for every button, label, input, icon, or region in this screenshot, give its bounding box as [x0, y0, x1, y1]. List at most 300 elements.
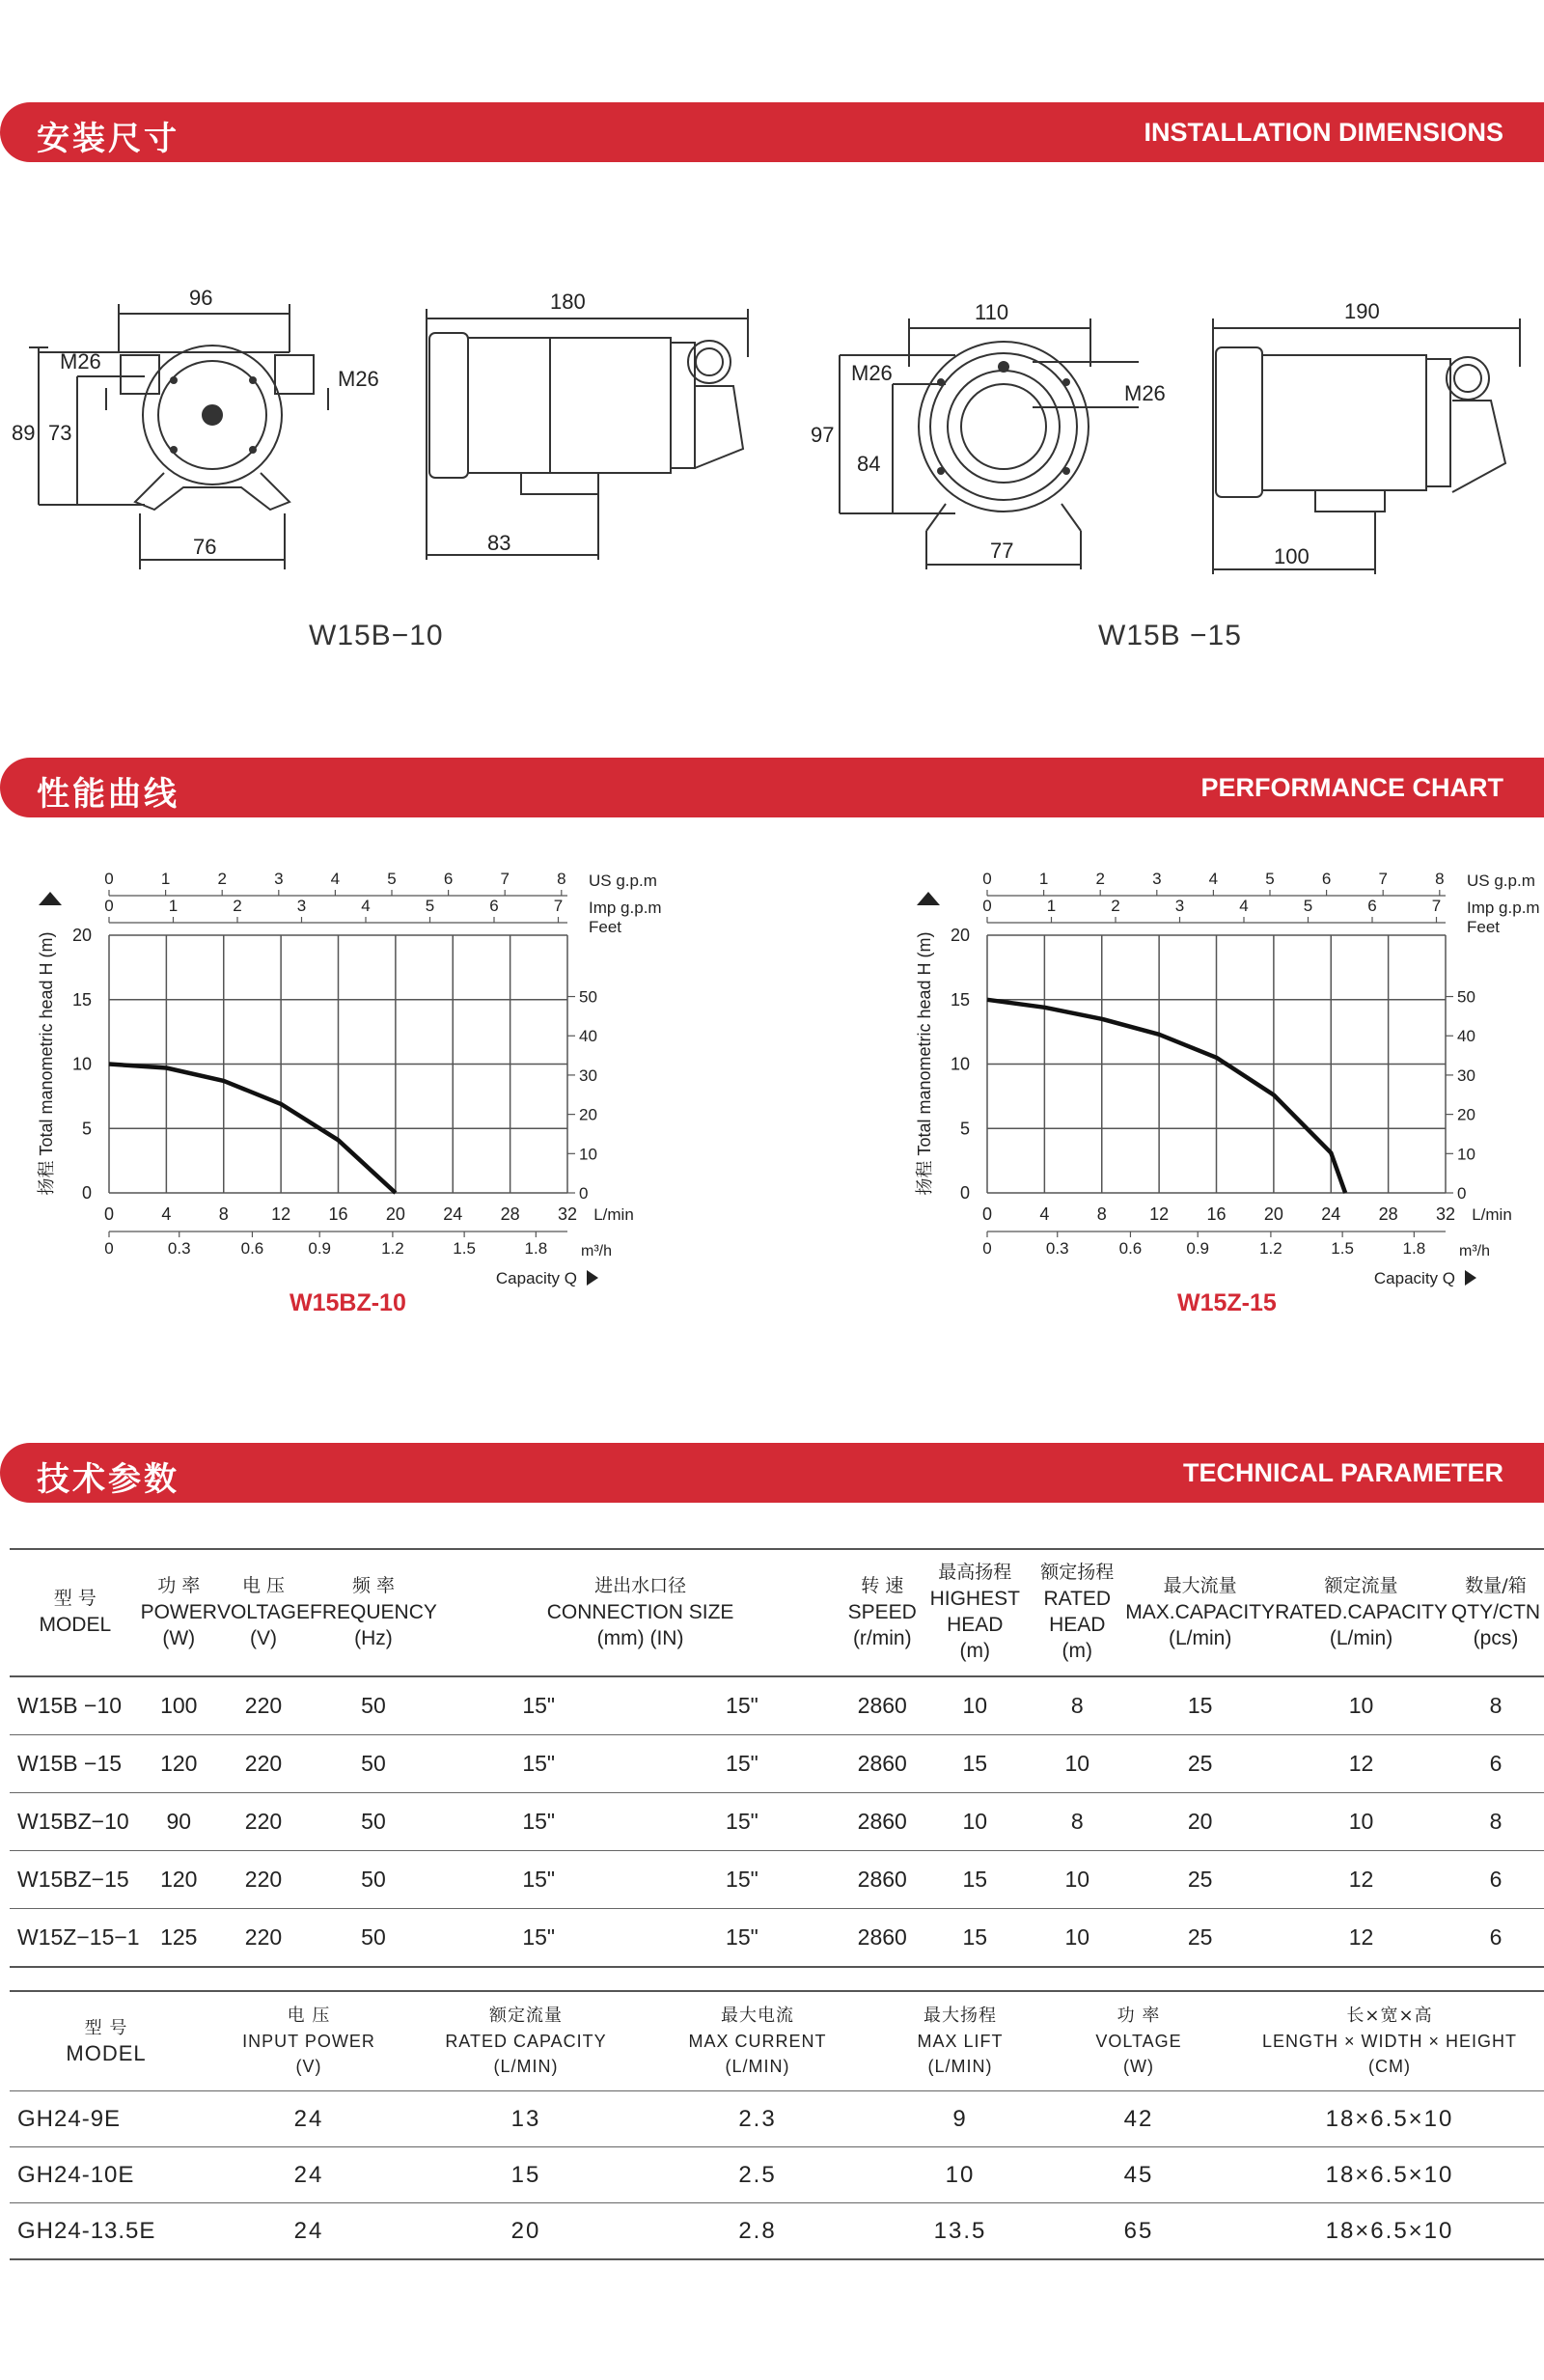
table-cell: 10: [1029, 1909, 1125, 1968]
y-tick-label: 10: [950, 1054, 970, 1074]
section-title-en: PERFORMANCE CHART: [1200, 773, 1503, 802]
column-header: [217, 1549, 310, 1676]
table-cell: 2860: [843, 1735, 921, 1793]
table-cell: 13: [415, 2091, 637, 2147]
table-cell: 10: [1029, 1735, 1125, 1793]
x-axis-title: Capacity Q: [1373, 1269, 1455, 1287]
x-unit-impgpm: Imp g.p.m: [1467, 899, 1540, 917]
table-cell: 50: [310, 1793, 437, 1851]
dim-base-width: 77: [990, 539, 1014, 563]
y-tick-label-feet: 40: [579, 1027, 597, 1046]
x-tick-label-lmin: 4: [1039, 1204, 1050, 1224]
x-tick-label-impgpm: 7: [553, 897, 564, 915]
table-cell: 8: [1448, 1793, 1544, 1851]
table-cell: 10: [878, 2147, 1042, 2203]
column-header: [921, 1549, 1029, 1676]
x-tick-label-usgpm: 1: [160, 870, 171, 888]
table-cell: 125: [141, 1909, 217, 1968]
x-tick-label-impgpm: 5: [425, 897, 435, 915]
table-cell: 18×6.5×10: [1235, 2147, 1544, 2203]
x-tick-label-lmin: 32: [557, 1204, 578, 1224]
table-cell: 10: [1029, 1851, 1125, 1909]
table-cell: W15Z−15−1: [10, 1909, 141, 1968]
x-tick-label-lmin: 12: [1149, 1204, 1170, 1224]
table-cell: W15B −15: [10, 1735, 141, 1793]
column-header-cn: 进出水口径: [594, 1574, 687, 1596]
table-cell: 90: [141, 1793, 217, 1851]
column-header-en: MAX CURRENT: [688, 2032, 827, 2051]
table-cell: 13.5: [878, 2203, 1042, 2260]
x-tick-label-m3h: 0.9: [1186, 1239, 1210, 1258]
dim-height-total: 97: [811, 423, 835, 447]
dim-base-offset: 100: [1274, 544, 1310, 568]
column-header-unit: (V): [295, 2057, 322, 2076]
column-header-en: MODEL: [66, 2041, 147, 2065]
table-cell: 15: [415, 2147, 637, 2203]
column-header-cn: 型 号: [53, 1588, 96, 1609]
dim-height-total: 89: [12, 421, 36, 445]
table-cell: 6: [1448, 1909, 1544, 1968]
x-tick-label-impgpm: 4: [361, 897, 371, 915]
chart-title-w15z15: W15Z-15: [1177, 1289, 1277, 1316]
x-tick-label-usgpm: 6: [1321, 870, 1332, 888]
table-cell: 12: [1275, 1735, 1448, 1793]
table-cell: 220: [217, 1676, 310, 1735]
y-tick-label-feet: 10: [1457, 1145, 1475, 1164]
column-header-unit: (W): [1123, 2057, 1154, 2076]
column-header-unit: (L/MIN): [725, 2057, 790, 2076]
column-header: [310, 1549, 437, 1676]
x-axis-title: Capacity Q: [495, 1269, 577, 1287]
column-header: [878, 1991, 1042, 2091]
column-header-cn: 长×宽×高: [1346, 2006, 1433, 2026]
column-header: [1235, 1991, 1544, 2091]
x-arrow-icon: [587, 1270, 598, 1286]
w15b10-drawing-caption: W15B−10: [309, 620, 444, 651]
table-cell: 6: [1448, 1851, 1544, 1909]
chart-title-w15bz10: W15BZ-10: [290, 1289, 406, 1316]
column-header-en: CONNECTION SIZE: [546, 1600, 734, 1623]
dim-base-width: 76: [193, 535, 217, 559]
x-tick-label-usgpm: 0: [104, 870, 114, 888]
column-header-en: VOLTAGE: [1095, 2032, 1182, 2051]
performance-chart-w15z15: [878, 859, 1544, 1293]
dim-length: 180: [550, 290, 586, 314]
x-tick-label-m3h: 1.5: [1331, 1239, 1354, 1258]
table-cell: 10: [1275, 1793, 1448, 1851]
table-cell: GH24-10E: [10, 2147, 203, 2203]
x-tick-label-m3h: 0.6: [1118, 1239, 1143, 1258]
y-unit-feet: Feet: [589, 918, 622, 936]
x-tick-label-lmin: 8: [218, 1204, 229, 1224]
column-header-unit: (L/MIN): [493, 2057, 559, 2076]
column-header-cn: 最大扬程: [924, 2006, 997, 2026]
x-tick-label-m3h: 1.2: [381, 1239, 404, 1258]
table-cell: 15": [641, 1676, 844, 1735]
x-tick-label-usgpm: 5: [1265, 870, 1275, 888]
x-tick-label-lmin: 32: [1435, 1204, 1456, 1224]
column-header-unit: (V): [249, 1626, 277, 1649]
table-row: [10, 1735, 1544, 1793]
y-tick-label: 0: [959, 1183, 970, 1203]
column-header-en: SPEED: [847, 1600, 917, 1623]
table-cell: 8: [1029, 1676, 1125, 1735]
column-header: [415, 1991, 637, 2091]
table-cell: 15": [641, 1793, 844, 1851]
table-cell: GH24-13.5E: [10, 2203, 203, 2260]
table-cell: 8: [1029, 1793, 1125, 1851]
x-tick-label-usgpm: 3: [274, 870, 284, 888]
x-tick-label-impgpm: 0: [982, 897, 992, 915]
table-cell: 6: [1448, 1735, 1544, 1793]
x-tick-label-impgpm: 1: [168, 897, 179, 915]
column-header-unit: (W): [162, 1626, 196, 1649]
column-header-en: RATED CAPACITY: [445, 2032, 607, 2051]
x-tick-label-usgpm: 1: [1038, 870, 1049, 888]
column-header-cn: 转 速: [861, 1574, 904, 1596]
performance-curve: [987, 1000, 1345, 1193]
table-row: [10, 2203, 1544, 2260]
column-header: [1448, 1549, 1544, 1676]
performance-chart-w15bz10: [0, 859, 733, 1293]
x-tick-label-lmin: 24: [443, 1204, 463, 1224]
table-cell: 15: [921, 1909, 1029, 1968]
w15b15-side-view: [1201, 290, 1534, 589]
table-cell: 100: [141, 1676, 217, 1735]
x-tick-label-impgpm: 5: [1303, 897, 1313, 915]
dim-width: 110: [975, 300, 1009, 324]
section-banner-technical: [0, 1443, 1544, 1503]
y-tick-label: 15: [950, 989, 970, 1010]
table-row: [10, 1676, 1544, 1735]
table-cell: 220: [217, 1735, 310, 1793]
table-row: [10, 1909, 1544, 1968]
table-cell: 50: [310, 1851, 437, 1909]
table-cell: 50: [310, 1735, 437, 1793]
y-tick-label-feet: 30: [579, 1065, 597, 1085]
dim-length: 190: [1344, 299, 1380, 323]
x-tick-label-usgpm: 4: [330, 870, 341, 888]
column-header-cn: 数量/箱: [1465, 1574, 1527, 1596]
column-header-unit: (Hz): [354, 1626, 393, 1649]
table-cell: 42: [1042, 2091, 1235, 2147]
table-cell: 15": [641, 1851, 844, 1909]
column-header: [637, 1991, 878, 2091]
table-cell: 15": [641, 1909, 844, 1968]
x-tick-label-impgpm: 0: [104, 897, 114, 915]
column-header-cn: 额定流量: [489, 2006, 563, 2026]
y-tick-label: 20: [950, 926, 970, 945]
table-cell: 220: [217, 1909, 310, 1968]
y-tick-label-feet: 50: [579, 987, 597, 1007]
dim-width: 96: [189, 286, 213, 310]
x-unit-lmin: L/min: [1472, 1205, 1512, 1224]
x-tick-label-m3h: 1.5: [453, 1239, 476, 1258]
x-tick-label-lmin: 24: [1321, 1204, 1341, 1224]
column-header-cn: 最大电流: [721, 2006, 794, 2026]
y-tick-label: 15: [71, 989, 92, 1010]
section-title-en: INSTALLATION DIMENSIONS: [1144, 118, 1503, 147]
table-cell: 20: [415, 2203, 637, 2260]
table-cell: 120: [141, 1735, 217, 1793]
x-tick-label-usgpm: 6: [443, 870, 454, 888]
y-tick-label-feet: 40: [1457, 1027, 1475, 1046]
x-tick-label-usgpm: 7: [1378, 870, 1388, 888]
table-cell: 15": [437, 1909, 641, 1968]
column-header: [203, 1991, 415, 2091]
y-tick-label: 5: [959, 1119, 970, 1139]
column-header-en: HIGHEST HEAD: [929, 1588, 1020, 1636]
table-cell: 50: [310, 1909, 437, 1968]
dim-port-left: M26: [60, 349, 101, 374]
table-cell: 15": [641, 1735, 844, 1793]
column-header-en: MAX LIFT: [917, 2032, 1004, 2051]
table-header-row: [10, 1549, 1544, 1676]
table-header-row: [10, 1991, 1544, 2091]
x-tick-label-usgpm: 7: [500, 870, 510, 888]
y-tick-label-feet: 0: [579, 1184, 589, 1203]
table-cell: 15": [437, 1793, 641, 1851]
table-row: [10, 1851, 1544, 1909]
table-cell: W15B −10: [10, 1676, 141, 1735]
y-tick-label: 10: [71, 1054, 92, 1074]
x-tick-label-m3h: 0: [982, 1239, 992, 1258]
column-header: [10, 1549, 141, 1676]
table-cell: 12: [1275, 1851, 1448, 1909]
column-header: [1029, 1549, 1125, 1676]
column-header-unit: (L/MIN): [927, 2057, 993, 2076]
table-row: [10, 2091, 1544, 2147]
x-tick-label-m3h: 0.3: [1045, 1239, 1069, 1258]
y-unit-feet: Feet: [1467, 918, 1501, 936]
table-cell: 2.3: [637, 2091, 878, 2147]
table-cell: 10: [921, 1793, 1029, 1851]
column-header: [1125, 1549, 1275, 1676]
dim-base-offset: 83: [487, 531, 511, 555]
y-tick-label-feet: 20: [1457, 1105, 1475, 1124]
column-header-cn: 功 率: [157, 1574, 201, 1596]
dim-port-right: M26: [1124, 381, 1166, 405]
dim-height-axis: 84: [857, 452, 881, 476]
y-tick-label: 5: [81, 1119, 92, 1139]
y-axis-title: 扬程 Total manometric head H (m): [37, 931, 56, 1196]
column-header: [843, 1549, 921, 1676]
section-banner-performance: [0, 758, 1544, 817]
column-header-cn: 型 号: [84, 2018, 128, 2038]
x-tick-label-usgpm: 0: [982, 870, 992, 888]
column-header-unit: (r/min): [852, 1626, 912, 1649]
w15b10-side-view: [415, 280, 762, 579]
table-cell: 18×6.5×10: [1235, 2091, 1544, 2147]
dim-height-axis: 73: [48, 421, 72, 445]
column-header-en: RATED HEAD: [1043, 1588, 1112, 1636]
x-tick-label-m3h: 1.8: [524, 1239, 548, 1258]
w15b15-drawing-caption: W15B −15: [1098, 620, 1242, 651]
table-cell: 2860: [843, 1909, 921, 1968]
column-header-cn: 最大流量: [1163, 1574, 1237, 1596]
table-cell: 15: [921, 1735, 1029, 1793]
table-cell: 24: [203, 2147, 415, 2203]
x-unit-usgpm: US g.p.m: [589, 872, 657, 890]
table-cell: 15: [921, 1851, 1029, 1909]
x-tick-label-impgpm: 3: [296, 897, 307, 915]
table-cell: 12: [1275, 1909, 1448, 1968]
column-header: [1275, 1549, 1448, 1676]
table-cell: 20: [1125, 1793, 1275, 1851]
x-unit-usgpm: US g.p.m: [1467, 872, 1535, 890]
table-cell: 15: [1125, 1676, 1275, 1735]
x-tick-label-m3h: 0.9: [308, 1239, 332, 1258]
x-tick-label-lmin: 8: [1096, 1204, 1107, 1224]
y-arrow-icon: [39, 892, 62, 905]
w15b15-front-view: [801, 290, 1187, 589]
column-header: [1042, 1991, 1235, 2091]
table-cell: 15": [437, 1851, 641, 1909]
dim-port-left: M26: [851, 361, 893, 385]
x-unit-lmin: L/min: [593, 1205, 634, 1224]
table-cell: 45: [1042, 2147, 1235, 2203]
table-cell: 65: [1042, 2203, 1235, 2260]
column-header-en: RATED.CAPACITY: [1275, 1600, 1448, 1623]
table-cell: 25: [1125, 1735, 1275, 1793]
table-cell: 9: [878, 2091, 1042, 2147]
x-tick-label-impgpm: 1: [1046, 897, 1057, 915]
table-cell: 220: [217, 1793, 310, 1851]
table-cell: 50: [310, 1676, 437, 1735]
x-tick-label-lmin: 28: [500, 1204, 520, 1224]
column-header-en: VOLTAGE: [216, 1600, 311, 1623]
x-tick-label-usgpm: 3: [1152, 870, 1162, 888]
column-header: [141, 1549, 217, 1676]
x-tick-label-lmin: 0: [103, 1204, 115, 1224]
column-header-cn: 额定流量: [1324, 1574, 1398, 1596]
x-tick-label-impgpm: 2: [1111, 897, 1120, 915]
table-cell: 2.5: [637, 2147, 878, 2203]
x-tick-label-m3h: 0.3: [167, 1239, 191, 1258]
column-header-unit: (pcs): [1473, 1626, 1519, 1649]
x-unit-m3h: m³/h: [581, 1243, 612, 1259]
table-cell: GH24-9E: [10, 2091, 203, 2147]
section-title-en: TECHNICAL PARAMETER: [1182, 1458, 1503, 1487]
column-header-unit: (L/min): [1329, 1626, 1393, 1649]
gh24-parameter-table: [10, 1990, 1544, 2260]
table-cell: 24: [203, 2091, 415, 2147]
table-cell: 10: [921, 1676, 1029, 1735]
x-tick-label-m3h: 1.2: [1259, 1239, 1282, 1258]
x-tick-label-lmin: 20: [385, 1204, 405, 1224]
x-tick-label-usgpm: 8: [1435, 870, 1445, 888]
x-tick-label-usgpm: 2: [217, 870, 227, 888]
column-header-cn: 额定扬程: [1040, 1562, 1115, 1583]
x-tick-label-impgpm: 6: [1367, 897, 1377, 915]
table-cell: 10: [1275, 1676, 1448, 1735]
y-tick-label-feet: 0: [1457, 1184, 1467, 1203]
column-header-cn: 电 压: [241, 1574, 285, 1596]
y-tick-label-feet: 20: [579, 1105, 597, 1124]
table-cell: 15": [437, 1735, 641, 1793]
table-cell: 2860: [843, 1676, 921, 1735]
column-header-en: MODEL: [39, 1614, 112, 1636]
x-tick-label-lmin: 16: [1206, 1204, 1227, 1224]
column-header-cn: 功 率: [1117, 2006, 1161, 2026]
section-title-cn: 安装尺寸: [37, 120, 179, 158]
x-tick-label-impgpm: 2: [233, 897, 242, 915]
table-cell: 220: [217, 1851, 310, 1909]
x-tick-label-lmin: 12: [271, 1204, 291, 1224]
y-axis-title: 扬程 Total manometric head H (m): [915, 931, 934, 1196]
column-header-unit: (L/min): [1169, 1626, 1232, 1649]
technical-parameter-table: [10, 1548, 1544, 1968]
section-title-cn: 性能曲线: [37, 775, 179, 814]
x-tick-label-lmin: 16: [328, 1204, 348, 1224]
x-tick-label-usgpm: 8: [557, 870, 566, 888]
x-tick-label-lmin: 20: [1263, 1204, 1283, 1224]
table-cell: 25: [1125, 1909, 1275, 1968]
x-tick-label-impgpm: 4: [1239, 897, 1249, 915]
table-row: [10, 1793, 1544, 1851]
table-cell: 25: [1125, 1851, 1275, 1909]
x-tick-label-impgpm: 7: [1431, 897, 1442, 915]
x-unit-m3h: m³/h: [1459, 1243, 1490, 1259]
y-tick-label-feet: 30: [1457, 1065, 1475, 1085]
x-tick-label-m3h: 0.6: [240, 1239, 264, 1258]
table-cell: 2860: [843, 1851, 921, 1909]
y-arrow-icon: [917, 892, 940, 905]
table-cell: 18×6.5×10: [1235, 2203, 1544, 2260]
column-header-unit: (m): [959, 1640, 990, 1662]
y-tick-label-feet: 50: [1457, 987, 1475, 1007]
column-header: [437, 1549, 843, 1676]
y-tick-label: 20: [71, 926, 92, 945]
column-header-unit: (m): [1062, 1640, 1092, 1662]
dim-port-right: M26: [338, 367, 379, 391]
x-tick-label-m3h: 1.8: [1402, 1239, 1426, 1258]
x-tick-label-lmin: 0: [981, 1204, 993, 1224]
table-cell: 2.8: [637, 2203, 878, 2260]
column-header-cn: 最高扬程: [938, 1562, 1012, 1583]
section-banner-installation: [0, 102, 1544, 162]
column-header-en: LENGTH × WIDTH × HEIGHT: [1261, 2032, 1518, 2051]
x-tick-label-m3h: 0: [104, 1239, 114, 1258]
column-header-en: INPUT POWER: [242, 2032, 375, 2051]
table-cell: 2860: [843, 1793, 921, 1851]
w15b10-front-view: [0, 280, 405, 579]
table-cell: 24: [203, 2203, 415, 2260]
section-title-cn: 技术参数: [37, 1460, 179, 1499]
column-header-en: MAX.CAPACITY: [1125, 1600, 1276, 1623]
column-header-en: FREQUENCY: [310, 1600, 437, 1623]
table-cell: 120: [141, 1851, 217, 1909]
table-cell: W15BZ−15: [10, 1851, 141, 1909]
x-arrow-icon: [1465, 1270, 1476, 1286]
x-tick-label-impgpm: 3: [1174, 897, 1185, 915]
table-row: [10, 2147, 1544, 2203]
x-tick-label-usgpm: 5: [387, 870, 397, 888]
column-header: [10, 1991, 203, 2091]
table-cell: 15": [437, 1676, 641, 1735]
x-tick-label-usgpm: 2: [1095, 870, 1105, 888]
table-cell: W15BZ−10: [10, 1793, 141, 1851]
column-header-unit: (CM): [1368, 2057, 1411, 2076]
y-tick-label: 0: [81, 1183, 92, 1203]
column-header-cn: 电 压: [287, 2006, 331, 2026]
table-cell: 8: [1448, 1676, 1544, 1735]
x-tick-label-impgpm: 6: [489, 897, 499, 915]
x-tick-label-lmin: 28: [1378, 1204, 1398, 1224]
column-header-en: QTY/CTN: [1450, 1600, 1541, 1623]
x-tick-label-usgpm: 4: [1208, 870, 1219, 888]
column-header-cn: 频 率: [351, 1574, 395, 1596]
